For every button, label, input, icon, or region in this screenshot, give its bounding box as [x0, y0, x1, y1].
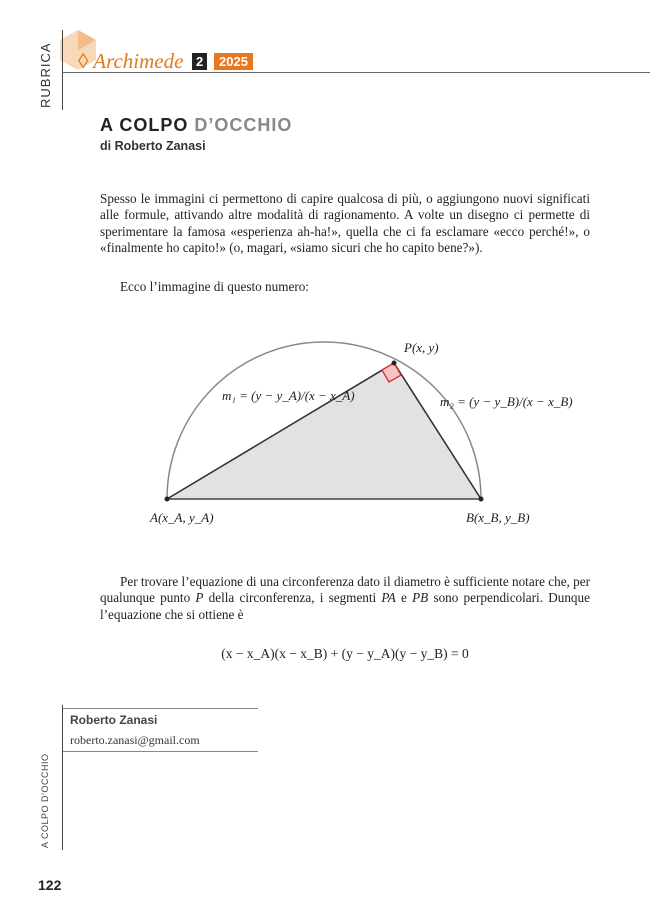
margin-rule-bottom: [62, 705, 63, 850]
author-rule-top: [62, 708, 258, 709]
label-a: A(x_A, y_A): [150, 510, 214, 525]
article-byline: di Roberto Zanasi: [100, 139, 206, 153]
author-rule-bottom: [62, 751, 258, 752]
author-email[interactable]: roberto.zanasi@gmail.com: [70, 733, 200, 747]
triangle-apb: [167, 363, 481, 499]
paragraph-image-intro: Ecco l’immagine di questo numero:: [120, 279, 309, 294]
paragraph-intro: Spesso le immagini ci permettono di capire qualcosa di più, o aggiungono nuovi significati alle formule, attivando altre modalità di ragionamento. A volte un disegno ci permette di sperimentare la famosa «esperienza ah-ha!», quella che ci fa esclamare «ecco perché!», o «finalmente ho capito!» (o, magari, «siamo sicuri che ho capito bene?»).: [100, 191, 590, 256]
label-p: P(x, y): [404, 340, 439, 355]
article-title: [100, 115, 292, 136]
logo-text: Archimede: [93, 49, 184, 73]
label-m2: m₂ = (y − y_B)/(x − x_B): [440, 394, 573, 409]
archimede-logo: [78, 50, 183, 72]
section-side-label: A COLPO D’OCCHIO: [40, 753, 50, 848]
label-b: B(x_B, y_B): [466, 510, 530, 525]
paragraph-explanation: Per trovare l’equazione di una circonferenza dato il diametro è sufficiente notare che, per qualunque punto P della circonferenza, i segmenti PA e PB sono perpendicolari. Dunque l’equazione che si ottiene è: [100, 574, 590, 622]
title-part-1: A COLPO: [100, 115, 189, 135]
issue-number-badge: 2: [192, 53, 207, 70]
margin-rule-top: [62, 30, 63, 110]
semicircle-figure: [0, 330, 650, 530]
rubrica-label: RUBRICA: [38, 42, 53, 108]
point-b: [479, 497, 484, 502]
point-a: [165, 497, 170, 502]
title-part-2: D’OCCHIO: [194, 115, 293, 135]
point-p: [392, 361, 397, 366]
compass-icon: ◊: [78, 49, 89, 73]
label-m1: m₁ = (y − y_A)/(x − x_A): [222, 388, 355, 403]
page-number: 122: [38, 877, 62, 893]
circle-equation: (x − x_A)(x − x_B) + (y − y_A)(y − y_B) = 0: [221, 646, 469, 661]
author-name: Roberto Zanasi: [70, 713, 158, 727]
year-badge: 2025: [214, 53, 253, 70]
